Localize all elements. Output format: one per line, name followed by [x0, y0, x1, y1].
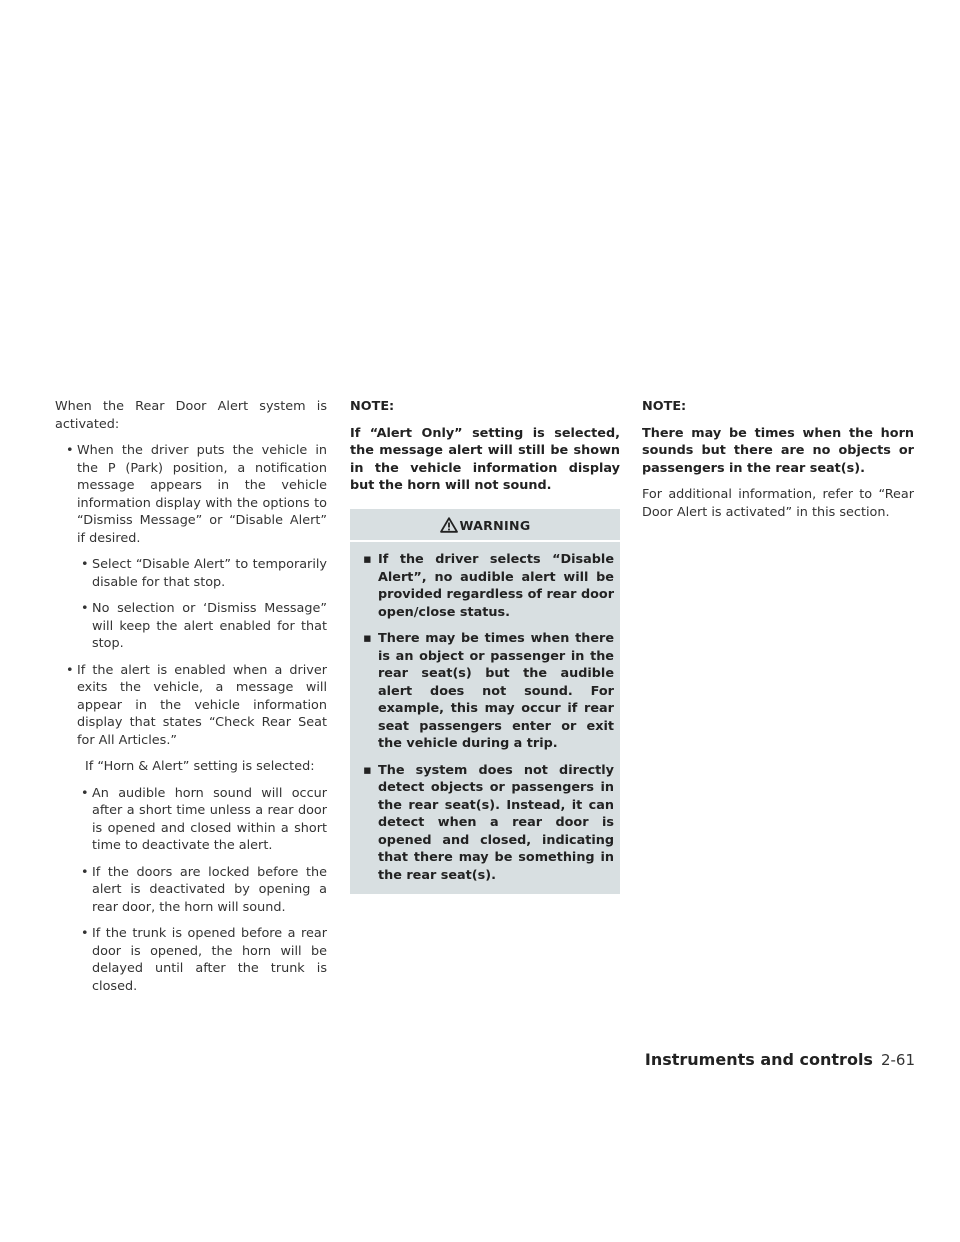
bullet: •	[81, 926, 89, 941]
warning-triangle-icon	[440, 517, 458, 533]
note-label: NOTE:	[642, 399, 687, 414]
warning-header	[350, 509, 620, 543]
bullet: •	[81, 601, 89, 616]
list-item: • Select “Disable Alert” to temporarily disable for that stop.	[81, 557, 327, 590]
warning-box	[350, 509, 620, 895]
warning-list	[354, 551, 616, 884]
list-item: • No selection or ‘Dismiss Message” will keep the alert enabled for that stop.	[81, 601, 327, 651]
warning-item: ▪ There may be times when there is an object or passenger in the rear seat(s) but the audible alert does not sound. For example, this may occur if rear seat passengers enter or exit the vehicle during a trip.	[363, 631, 614, 751]
note-text: If “Alert Only” setting is selected, the message alert will still be shown in the vehicle information display but the horn will not sound.	[350, 425, 620, 493]
section-title: Instruments and controls	[644, 1050, 873, 1069]
square-bullet: ▪	[363, 552, 372, 567]
list-item: • If the alert is enabled when a driver exits the vehicle, a message will appear in the vehicle information display that states “Check Rear Seat for All Articles.”	[66, 662, 327, 748]
column-left	[55, 398, 327, 995]
bullet: •	[81, 557, 89, 572]
horn-intro: If “Horn & Alert” setting is selected:	[85, 759, 315, 774]
bullet: •	[66, 662, 74, 678]
note-label: NOTE:	[350, 399, 395, 414]
column-middle	[350, 398, 620, 894]
page-number: 2-61	[880, 1051, 915, 1069]
page-footer	[640, 1050, 915, 1069]
warning-item: ▪ The system does not directly detect objects or passengers in the rear seat(s). Instead, it can detect when a rear door is opened and closed, indicating that there may be something in the rear seat(s).	[363, 762, 614, 883]
warning-title: WARNING	[459, 517, 531, 533]
bullet: •	[81, 785, 89, 801]
info-text: For additional information, refer to “Rear Door Alert is activated” in this section.	[642, 487, 914, 520]
list-item: • An audible horn sound will occur after a short time unless a rear door is opened and closed within a short time to deactivate the alert.	[81, 785, 327, 853]
list-item: • If the trunk is opened before a rear door is opened, the horn will be delayed until after the trunk is closed.	[81, 926, 327, 994]
warning-item: ▪ If the driver selects “Disable Alert”, no audible alert will be provided regardless of rear door open/close status.	[363, 552, 614, 620]
list-item: • If the doors are locked before the alert is deactivated by opening a rear door, the horn will sound.	[81, 864, 327, 915]
note-text: There may be times when the horn sounds but there are no objects or passengers in the rear seat(s).	[642, 425, 914, 476]
column-right	[642, 398, 914, 521]
square-bullet: ▪	[363, 631, 372, 646]
intro-text: When the Rear Door Alert system is activated:	[55, 399, 327, 432]
square-bullet: ▪	[363, 762, 372, 778]
bullet: •	[66, 443, 74, 458]
bullet: •	[81, 864, 89, 880]
list-item: • When the driver puts the vehicle in the P (Park) position, a notification message appears in the vehicle information display with the options to “Dismiss Message” or “Disable Alert” if desired.	[66, 443, 327, 546]
